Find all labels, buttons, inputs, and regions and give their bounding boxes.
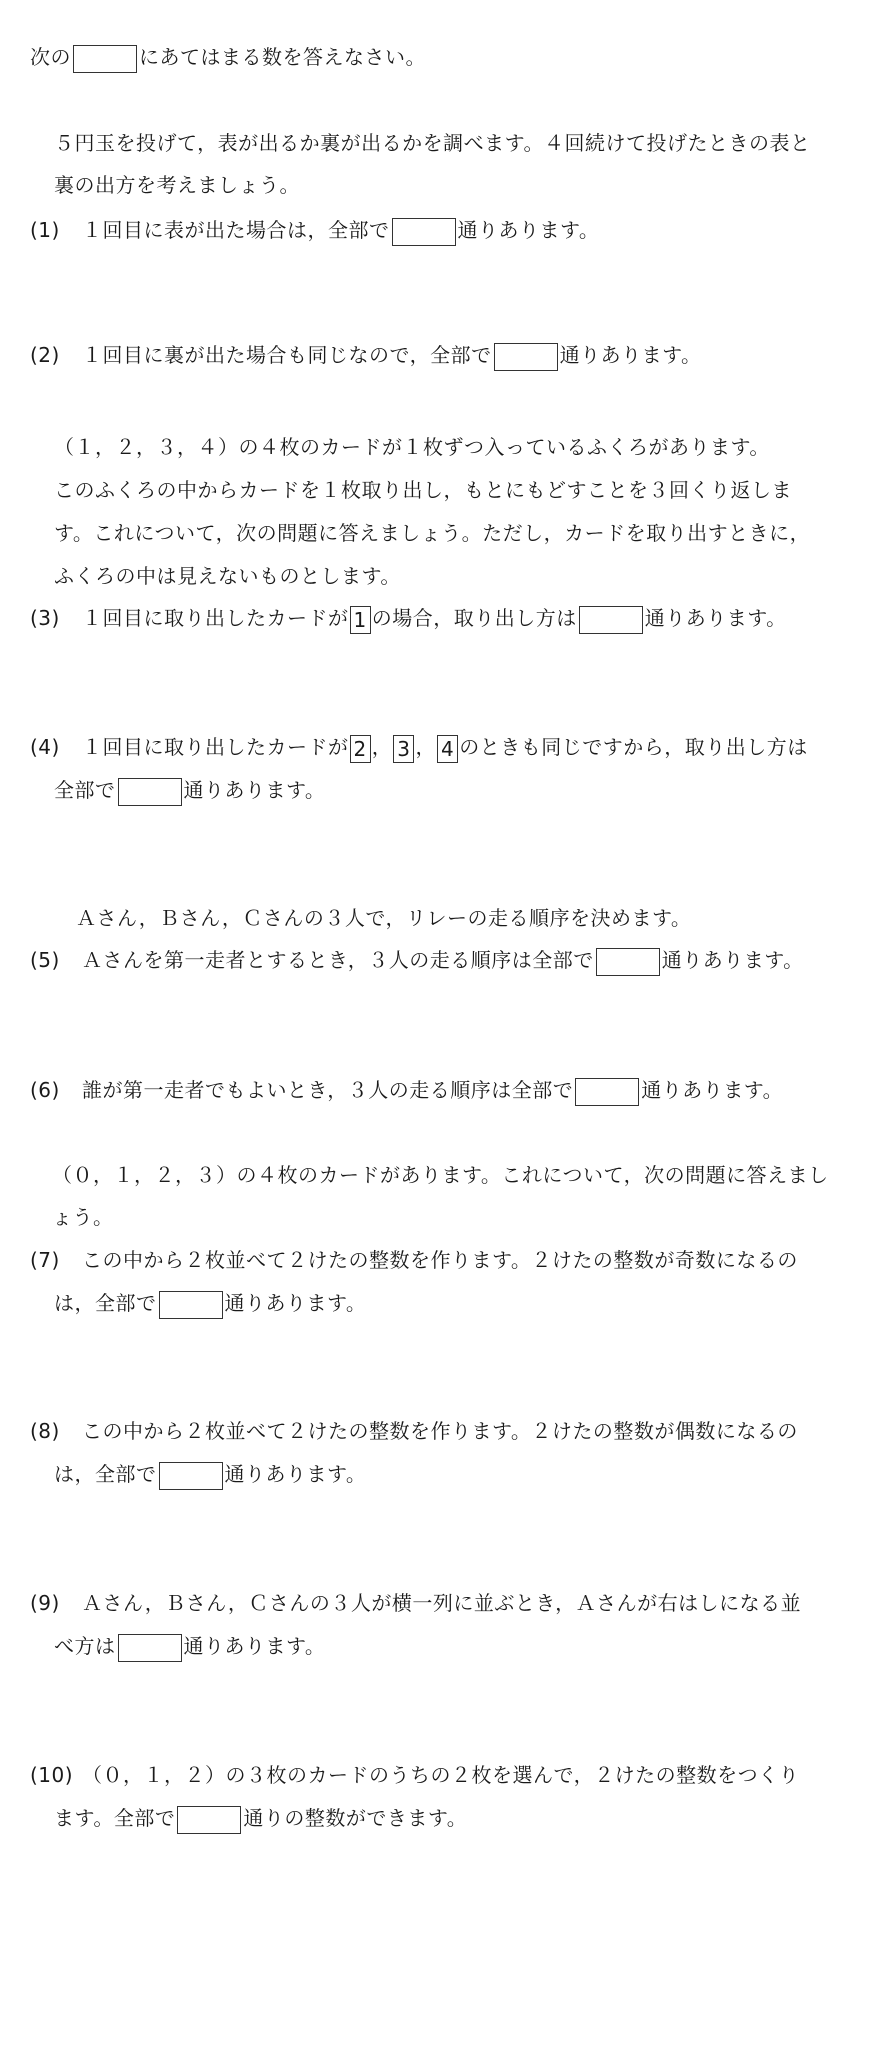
question-text: この中から２枚並べて２けたの整数を作ります。２けたの整数が偶数になるの <box>82 1419 798 1443</box>
instruction-before: 次の <box>30 45 71 69</box>
answer-blank[interactable] <box>392 218 456 246</box>
question-text-after: 通りあります。 <box>183 778 326 802</box>
question-text: Ａさん，Ｂさん，Ｃさんの３人が横一列に並ぶとき，Ａさんが右はしになる並 <box>82 1591 802 1615</box>
question-text-after: 通りあります。 <box>641 1078 784 1102</box>
question-text: Ａさんを第一走者とするとき，３人の走る順序は全部で <box>82 948 594 972</box>
question-text: １回目に取り出したカードが <box>82 735 349 759</box>
answer-blank[interactable] <box>177 1806 241 1834</box>
question-text: １回目に表が出た場合は，全部で <box>82 218 390 242</box>
question-10 <box>30 1760 799 1790</box>
question-4-line2 <box>54 775 325 806</box>
answer-blank[interactable] <box>575 1078 639 1106</box>
separator: ， <box>371 735 393 759</box>
question-text-middle: の場合，取り出し方は <box>371 606 577 630</box>
question-text: ます。全部で <box>54 1806 176 1830</box>
question-text: １回目に取り出したカードが <box>82 606 349 630</box>
question-7 <box>30 1245 798 1275</box>
intro2-line1: （１，２，３，４）の４枚のカードが１枚ずつ入っているふくろがあります。 <box>54 435 770 459</box>
intro1-line2: 裏の出方を考えましょう。 <box>54 173 300 197</box>
answer-blank[interactable] <box>579 606 643 634</box>
instruction-after: にあてはまる数を答えなさい。 <box>139 45 426 69</box>
question-number: (3) <box>30 606 60 630</box>
question-4 <box>30 732 808 763</box>
answer-blank-example <box>73 45 137 73</box>
intro4-line1: （０，１，２，３）の４枚のカードがあります。これについて，次の問題に答えまし <box>52 1163 829 1187</box>
question-number: (10) <box>30 1763 74 1787</box>
question-text: この中から２枚並べて２けたの整数を作ります。２けたの整数が奇数になるの <box>82 1248 798 1272</box>
card-box: 4 <box>437 735 458 763</box>
answer-blank[interactable] <box>159 1462 223 1490</box>
intro2-line2: このふくろの中からカードを１枚取り出し，もとにもどすことを３回くり返しま <box>54 478 792 502</box>
question-number: (7) <box>30 1248 60 1272</box>
question-text-after: 通りあります。 <box>457 218 600 242</box>
question-number: (8) <box>30 1419 60 1443</box>
question-2 <box>30 340 702 371</box>
question-text-middle: のときも同じですから，取り出し方は <box>459 735 808 759</box>
intro2-line3: す。これについて，次の問題に答えましょう。ただし，カードを取り出すときに， <box>54 521 811 545</box>
question-text-after: 通りあります。 <box>224 1291 367 1315</box>
question-number: (4) <box>30 735 60 759</box>
question-7-line2 <box>54 1288 366 1319</box>
question-text: （０，１，２）の３枚のカードのうちの２枚を選んで，２けたの整数をつくり <box>82 1763 800 1787</box>
separator: ， <box>415 735 436 759</box>
question-text-after: 通りあります。 <box>661 948 804 972</box>
question-text-after: 通りあります。 <box>224 1462 367 1486</box>
answer-blank[interactable] <box>159 1291 223 1319</box>
question-text-after: 通りあります。 <box>183 1634 326 1658</box>
question-number: (6) <box>30 1078 60 1102</box>
question-1 <box>30 215 599 246</box>
question-6 <box>30 1075 783 1106</box>
question-number: (2) <box>30 343 60 367</box>
question-5 <box>30 945 804 976</box>
card-box: 3 <box>393 735 414 763</box>
question-text: 全部で <box>54 778 116 802</box>
answer-blank[interactable] <box>494 343 558 371</box>
answer-blank[interactable] <box>118 778 182 806</box>
question-text-after: 通りの整数ができます。 <box>243 1806 468 1830</box>
question-8-line2 <box>54 1459 366 1490</box>
question-text-after: 通りあります。 <box>559 343 702 367</box>
card-box: 2 <box>350 735 371 763</box>
question-text: は，全部で <box>54 1462 157 1486</box>
question-3 <box>30 603 787 634</box>
question-number: (9) <box>30 1591 60 1615</box>
question-text: べ方は <box>54 1634 116 1658</box>
answer-blank[interactable] <box>596 948 660 976</box>
instruction-line <box>30 42 426 73</box>
answer-blank[interactable] <box>118 1634 182 1662</box>
question-9 <box>30 1588 801 1618</box>
intro4-line2: ょう。 <box>52 1205 114 1229</box>
question-text: １回目に裏が出た場合も同じなので，全部で <box>82 343 492 367</box>
card-box: 1 <box>350 606 371 634</box>
question-9-line2 <box>54 1631 325 1662</box>
intro2-line4: ふくろの中は見えないものとします。 <box>54 564 401 588</box>
question-number: (1) <box>30 218 60 242</box>
question-text: 誰が第一走者でもよいとき，３人の走る順序は全部で <box>82 1078 574 1102</box>
intro3-line1: Ａさん，Ｂさん，Ｃさんの３人で，リレーの走る順序を決めます。 <box>76 906 692 930</box>
question-text-after: 通りあります。 <box>644 606 787 630</box>
question-text: は，全部で <box>54 1291 157 1315</box>
question-number: (5) <box>30 948 60 972</box>
question-8 <box>30 1416 798 1446</box>
question-10-line2 <box>54 1803 467 1834</box>
intro1-line1: ５円玉を投げて，表が出るか裏が出るかを調べます。４回続けて投げたときの表と <box>54 131 811 155</box>
